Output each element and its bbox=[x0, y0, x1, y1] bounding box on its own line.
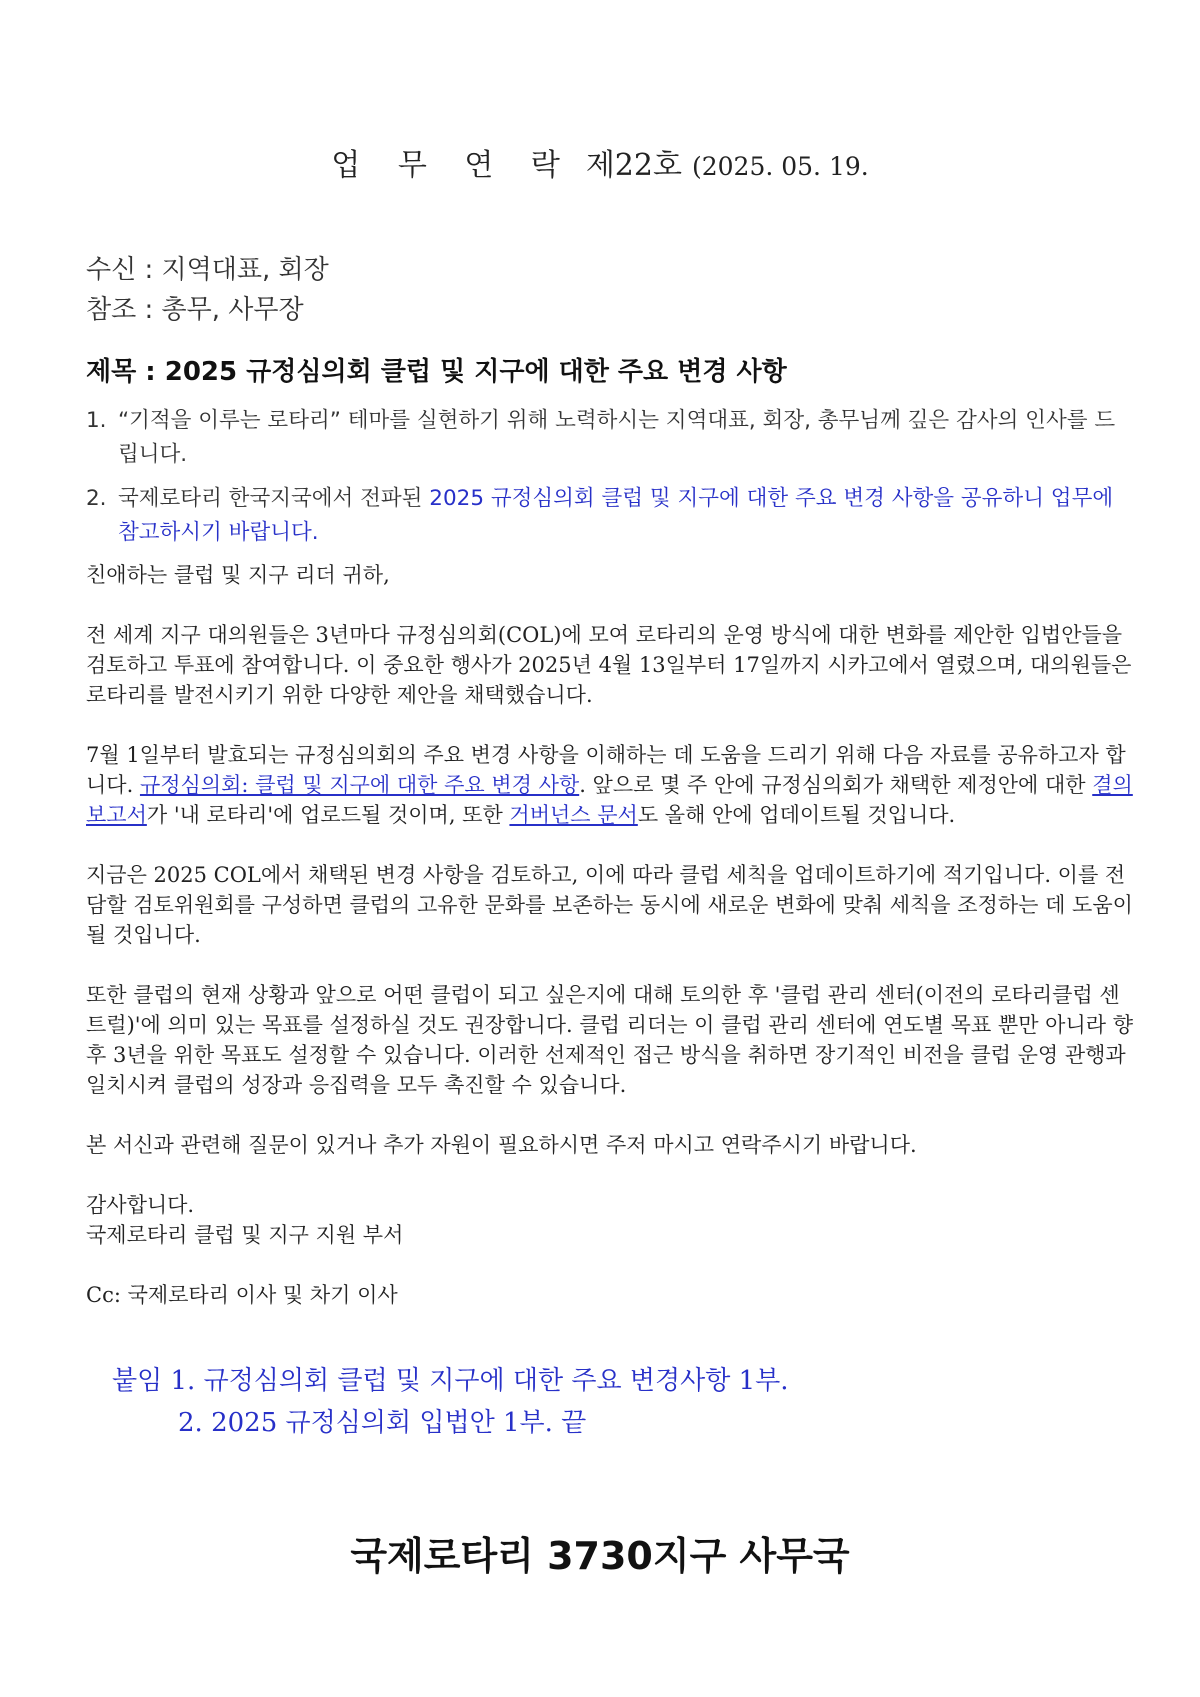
document-date: (2025. 05. 19. bbox=[691, 152, 869, 181]
numbered-points bbox=[86, 404, 1126, 560]
paragraph-text: 가 '내 로타리'에 업로드될 것이며, 또한 bbox=[146, 803, 510, 827]
letter-paragraph: 전 세계 지구 대의원들은 3년마다 규정심의회(COL)에 모여 로타리의 운영 방식에 대한 변화를 제안한 입법안들을 검토하고 투표에 참여합니다. 이 중요한 행사가 2025년 4월 13일부터 17일까지 시카고에서 열렸으며, 대의원들은 로타리를 발전시키기 위한 다양한 제안을 채택했습니다. bbox=[86, 623, 1132, 707]
attachment-line: 2. 2025 규정심의회 입법안 1부. 끝 bbox=[178, 1408, 587, 1438]
recipient-to: 수신 : 지역대표, 회장 bbox=[86, 255, 329, 285]
letter-sender: 국제로타리 클럽 및 지구 지원 부서 bbox=[86, 1223, 404, 1247]
governance-documents-link[interactable]: 거버넌스 문서 bbox=[509, 803, 638, 827]
point-text: “기적을 이루는 로타리” 테마를 실현하기 위해 노력하시는 지역대표, 회장, 총무님께 깊은 감사의 인사를 드립니다. bbox=[118, 408, 1116, 467]
attachments-block bbox=[112, 1360, 789, 1444]
letter-greeting: 친애하는 클럽 및 지구 리더 귀하, bbox=[86, 563, 390, 587]
paragraph-text: . 앞으로 몇 주 안에 규정심의회가 채택한 제정안에 대한 bbox=[579, 773, 1093, 797]
paragraph-text: 도 올해 안에 업데이트될 것입니다. bbox=[637, 803, 956, 827]
paragraph-text: 7월 1일부터 발효되는 규정심의회의 주요 변경 사항을 이해하는 데 도움을 드리기 위해 다음 자료를 공유하고자 합니다. bbox=[86, 743, 1126, 797]
letter-paragraph bbox=[86, 740, 1136, 830]
point-number: 2. bbox=[86, 486, 107, 511]
subject-line: 제목 : 2025 규정심의회 클럽 및 지구에 대한 주요 변경 사항 bbox=[86, 357, 787, 387]
point-text: 국제로타리 한국지국에서 전파된 bbox=[118, 486, 430, 511]
letter-closing: 감사합니다. bbox=[86, 1193, 195, 1217]
letter-body bbox=[86, 560, 1136, 1340]
resolution-report-link[interactable]: 결의보고서 bbox=[86, 773, 1133, 827]
attachment-line: 붙임 1. 규정심의회 클럽 및 지구에 대한 주요 변경사항 1부. bbox=[112, 1366, 789, 1396]
letter-paragraph: 지금은 2025 COL에서 채택된 변경 사항을 검토하고, 이에 따라 클럽 세칙을 업데이트하기에 적기입니다. 이를 전담할 검토위원회를 구성하면 클럽의 고유한 문화를 보존하는 동시에 새로운 변화에 맞춰 세칙을 조정하는 데 도움이 될 것입니다. bbox=[86, 863, 1133, 947]
title-main: 업 무 연 락 bbox=[331, 148, 574, 183]
recipient-cc: 참조 : 총무, 사무장 bbox=[86, 295, 304, 325]
point-number: 1. bbox=[86, 408, 107, 433]
letter-cc: Cc: 국제로타리 이사 및 차기 이사 bbox=[86, 1283, 398, 1307]
document-number: 제22호 bbox=[585, 148, 682, 183]
col-changes-link[interactable]: 규정심의회: 클럽 및 지구에 대한 주요 변경 사항 bbox=[139, 773, 580, 797]
letter-paragraph: 본 서신과 관련해 질문이 있거나 추가 자원이 필요하시면 주저 마시고 연락주시기 바랍니다. bbox=[86, 1133, 917, 1157]
point-highlight-text: 2025 규정심의회 클럽 및 지구에 대한 주요 변경 사항을 공유하니 업무에 참고하시기 바랍니다. bbox=[118, 486, 1114, 545]
point-item bbox=[86, 482, 1126, 550]
issuer-footer: 국제로타리 3730지구 사무국 bbox=[350, 1534, 850, 1578]
document-title bbox=[0, 140, 1200, 184]
letter-paragraph: 또한 클럽의 현재 상황과 앞으로 어떤 클럽이 되고 싶은지에 대해 토의한 후 '클럽 관리 센터(이전의 로타리클럽 센트럴)'에 의미 있는 목표를 설정하실 것도 권장합니다. 클럽 리더는 이 클럽 관리 센터에 연도별 목표 뿐만 아니라 향후 3년을 위한 목표도 설정할 수 있습니다. 이러한 선제적인 접근 방식을 취하면 장기적인 비전을 클럽 운영 관행과 일치시켜 클럽의 성장과 응집력을 모두 촉진할 수 있습니다. bbox=[86, 983, 1133, 1097]
recipients-block bbox=[86, 250, 329, 330]
point-item bbox=[86, 404, 1126, 472]
